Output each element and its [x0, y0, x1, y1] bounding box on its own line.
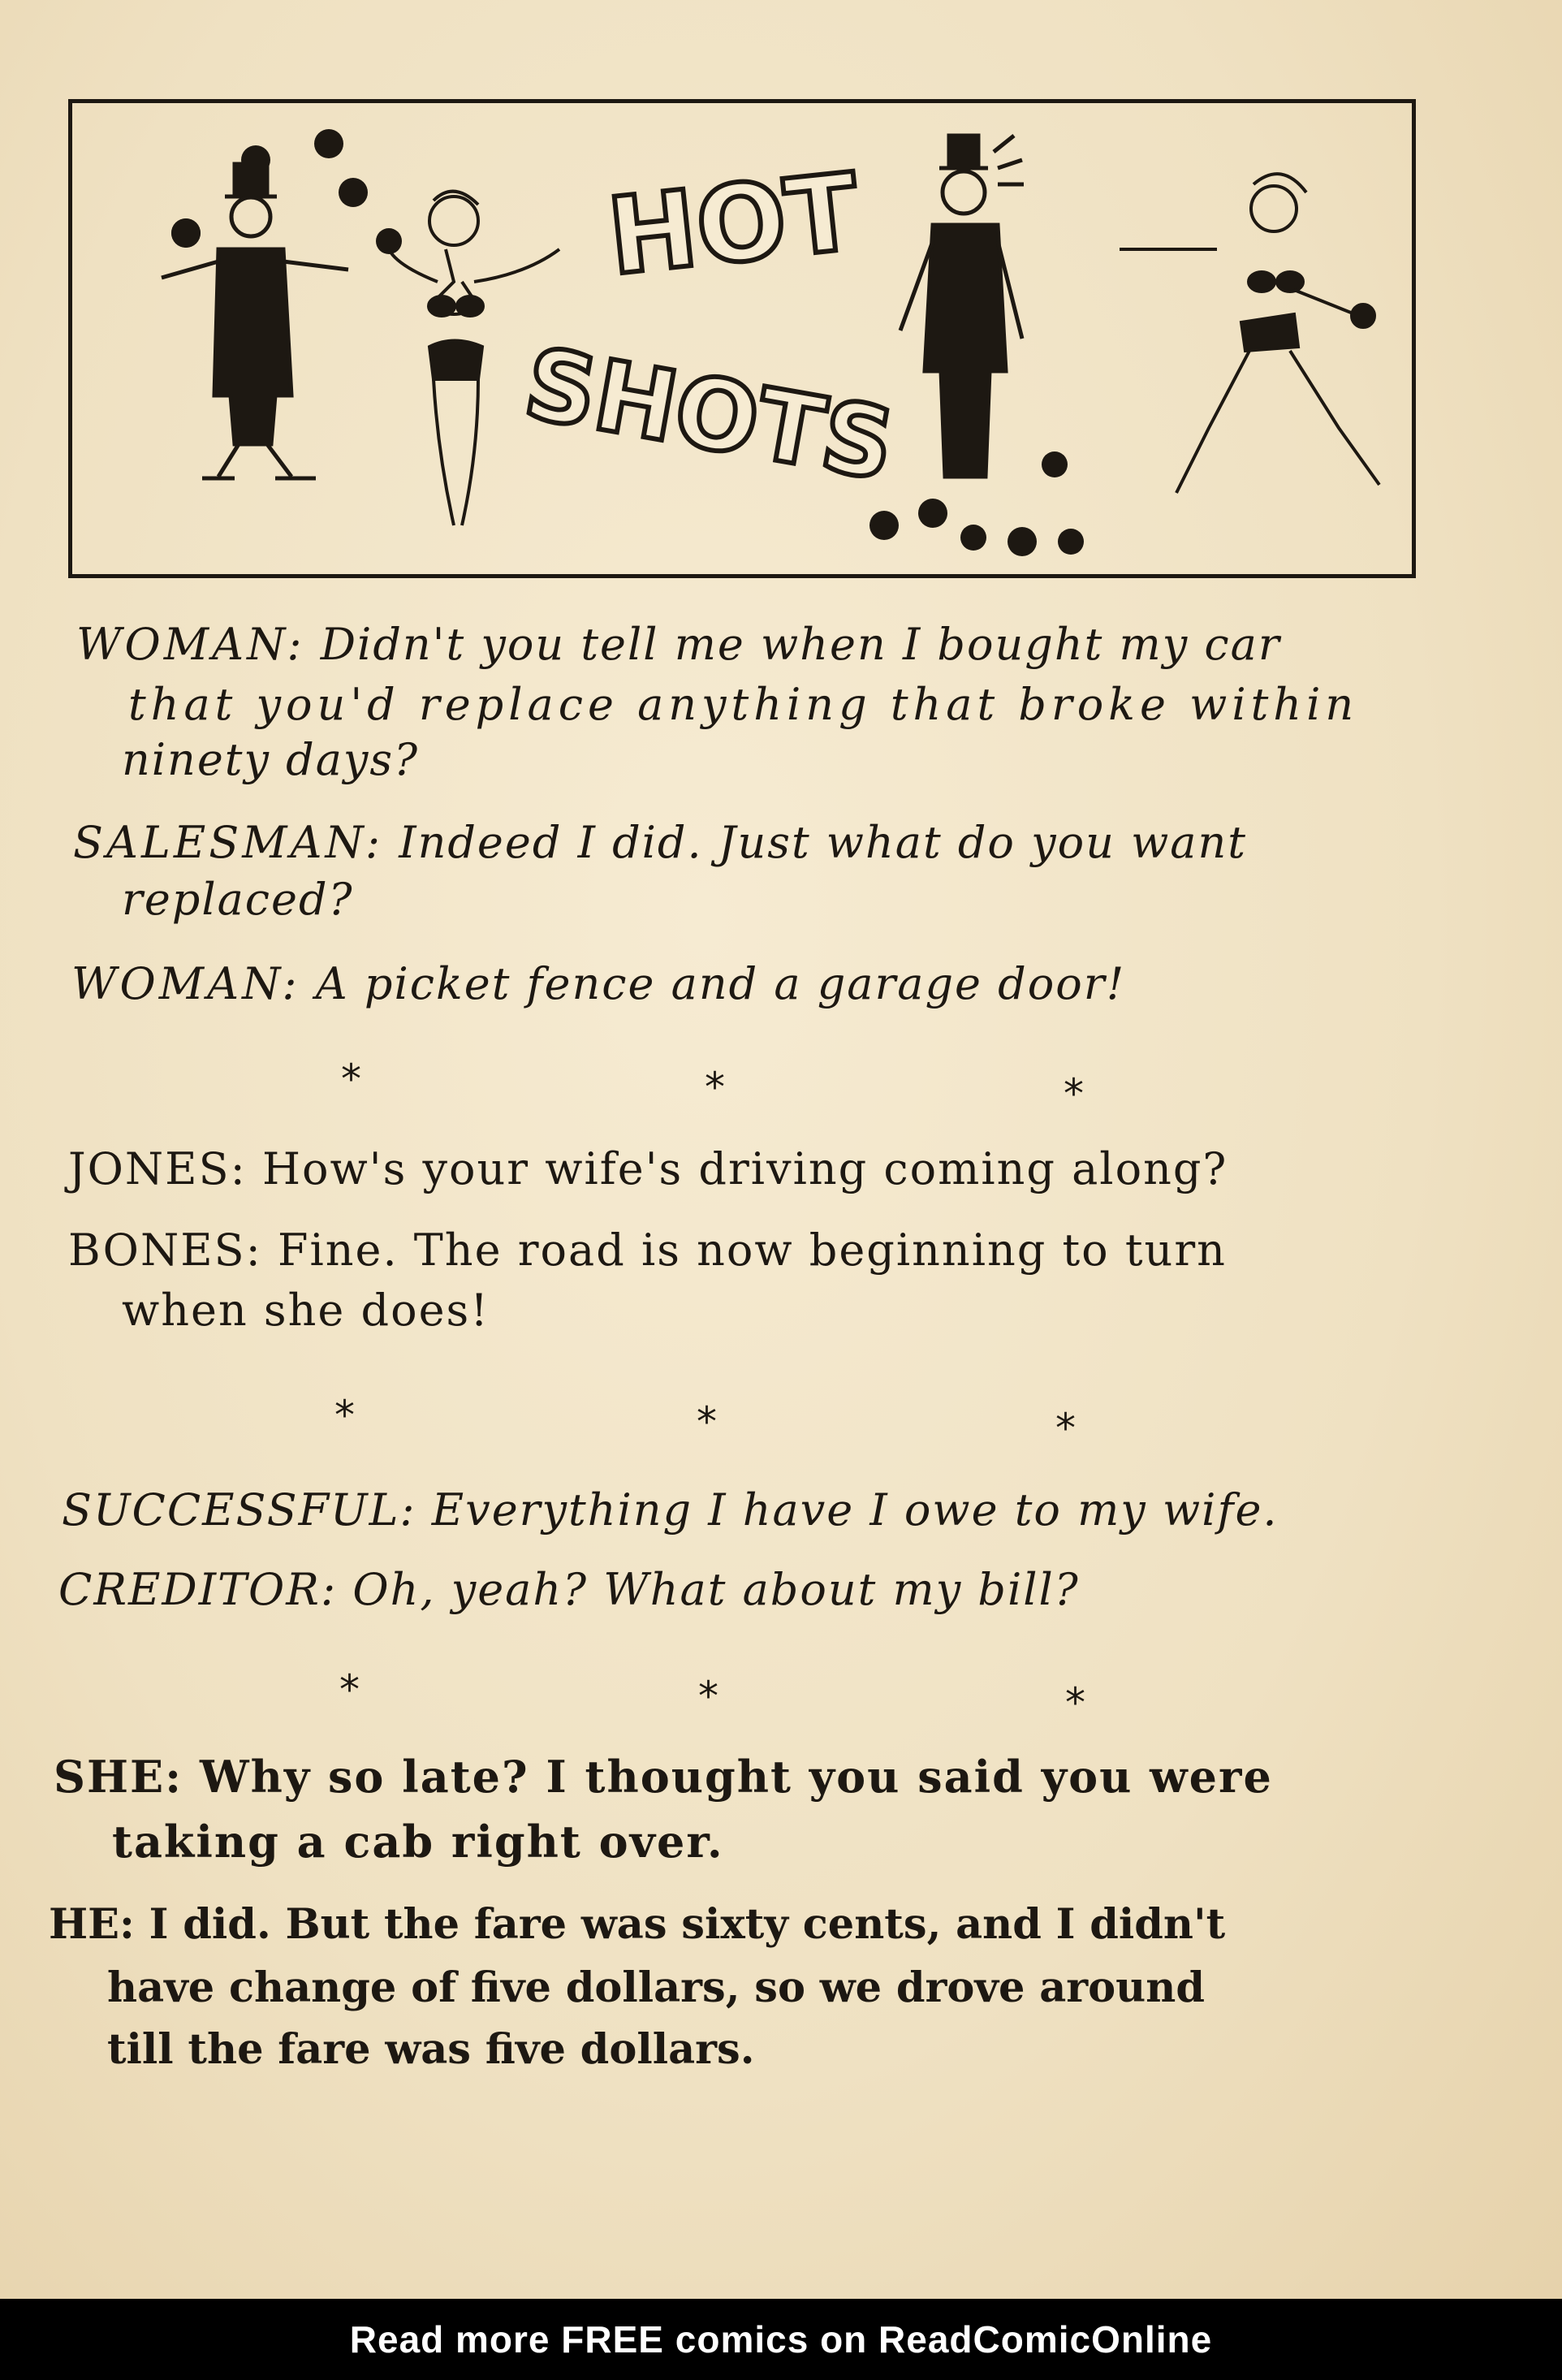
- separator-asterisk: *: [705, 1064, 725, 1111]
- read-more-banner[interactable]: [0, 2299, 1562, 2380]
- separator-asterisk: *: [1064, 1070, 1084, 1117]
- shots-title: SHOTS: [516, 327, 902, 503]
- joke-1-line-3: [122, 734, 419, 785]
- speaker-label: SALESMAN:: [73, 817, 384, 868]
- separator-asterisk: *: [1055, 1405, 1076, 1452]
- joke-2-line-3: [122, 1285, 490, 1336]
- banner-text[interactable]: Read more FREE comics on ReadComicOnline: [349, 2318, 1213, 2361]
- dialogue-text: till the fare was five dollars.: [107, 2025, 755, 2074]
- joke-2-line-2: [68, 1225, 1227, 1276]
- speaker-label: WOMAN:: [76, 619, 305, 670]
- separator-asterisk: *: [334, 1392, 355, 1439]
- dialogue-text: Indeed I did. Just what do you want: [399, 817, 1247, 868]
- speaker-label: JONES:: [68, 1143, 247, 1194]
- dialogue-text: Fine. The road is now beginning to turn: [277, 1225, 1227, 1276]
- joke-1-line-4: [73, 817, 1247, 868]
- dialogue-text: when she does!: [122, 1285, 490, 1336]
- joke-2-line-1: [68, 1143, 1228, 1194]
- dialogue-text: A picket fence and a garage door!: [315, 958, 1126, 1009]
- dialogue-text: I did. But the fare was sixty cents, and I didn't: [149, 1900, 1226, 1949]
- joke-4-line-2: [112, 1816, 724, 1868]
- speaker-label: SUCCESSFUL:: [62, 1484, 416, 1536]
- speaker-label: HE:: [49, 1900, 135, 1949]
- joke-1-line-2: [128, 679, 1358, 730]
- dialogue-text: have change of five dollars, so we drove around: [107, 1963, 1205, 2012]
- separator-asterisk: *: [341, 1056, 361, 1103]
- speaker-label: SHE:: [54, 1751, 183, 1803]
- dialogue-text: Oh, yeah? What about my bill?: [352, 1564, 1080, 1615]
- joke-1-line-1: [76, 619, 1281, 670]
- juggler-figure-icon: [162, 164, 348, 478]
- joke-4-line-4: [107, 1963, 1205, 2012]
- speaker-label: CREDITOR:: [58, 1564, 338, 1615]
- joke-1-line-6: [71, 958, 1125, 1009]
- hot-title: HOT: [602, 149, 865, 300]
- separator-asterisk: *: [697, 1398, 717, 1445]
- dialogue-text: taking a cab right over.: [112, 1816, 724, 1868]
- dialogue-text: that you'd replace anything that broke within: [128, 679, 1359, 730]
- dialogue-text: ninety days?: [122, 734, 420, 785]
- joke-4-line-1: [54, 1751, 1273, 1803]
- joke-3-line-2: [58, 1564, 1080, 1615]
- joke-1-line-5: [122, 874, 354, 925]
- separator-asterisk: *: [339, 1666, 360, 1713]
- throwing-woman-figure-icon: [1120, 174, 1379, 493]
- joke-3-line-1: [62, 1484, 1279, 1536]
- dialogue-text: replaced?: [122, 874, 354, 925]
- dialogue-text: How's your wife's driving coming along?: [261, 1143, 1228, 1194]
- dialogue-text: Why so late? I thought you said you were: [199, 1751, 1273, 1803]
- dialogue-text: Didn't you tell me when I bought my car: [320, 619, 1281, 670]
- separator-asterisk: *: [1065, 1679, 1085, 1726]
- speaker-label: WOMAN:: [71, 958, 300, 1009]
- separator-asterisk: *: [698, 1673, 718, 1720]
- dazed-man-figure-icon: [900, 136, 1024, 477]
- joke-4-line-5: [107, 2025, 754, 2074]
- joke-4-line-3: [49, 1900, 1225, 1949]
- header-illustration: [72, 103, 1412, 574]
- hot-shots-header-panel: [68, 99, 1416, 578]
- speaker-label: BONES:: [68, 1225, 262, 1276]
- dialogue-text: Everything I have I owe to my wife.: [431, 1484, 1279, 1536]
